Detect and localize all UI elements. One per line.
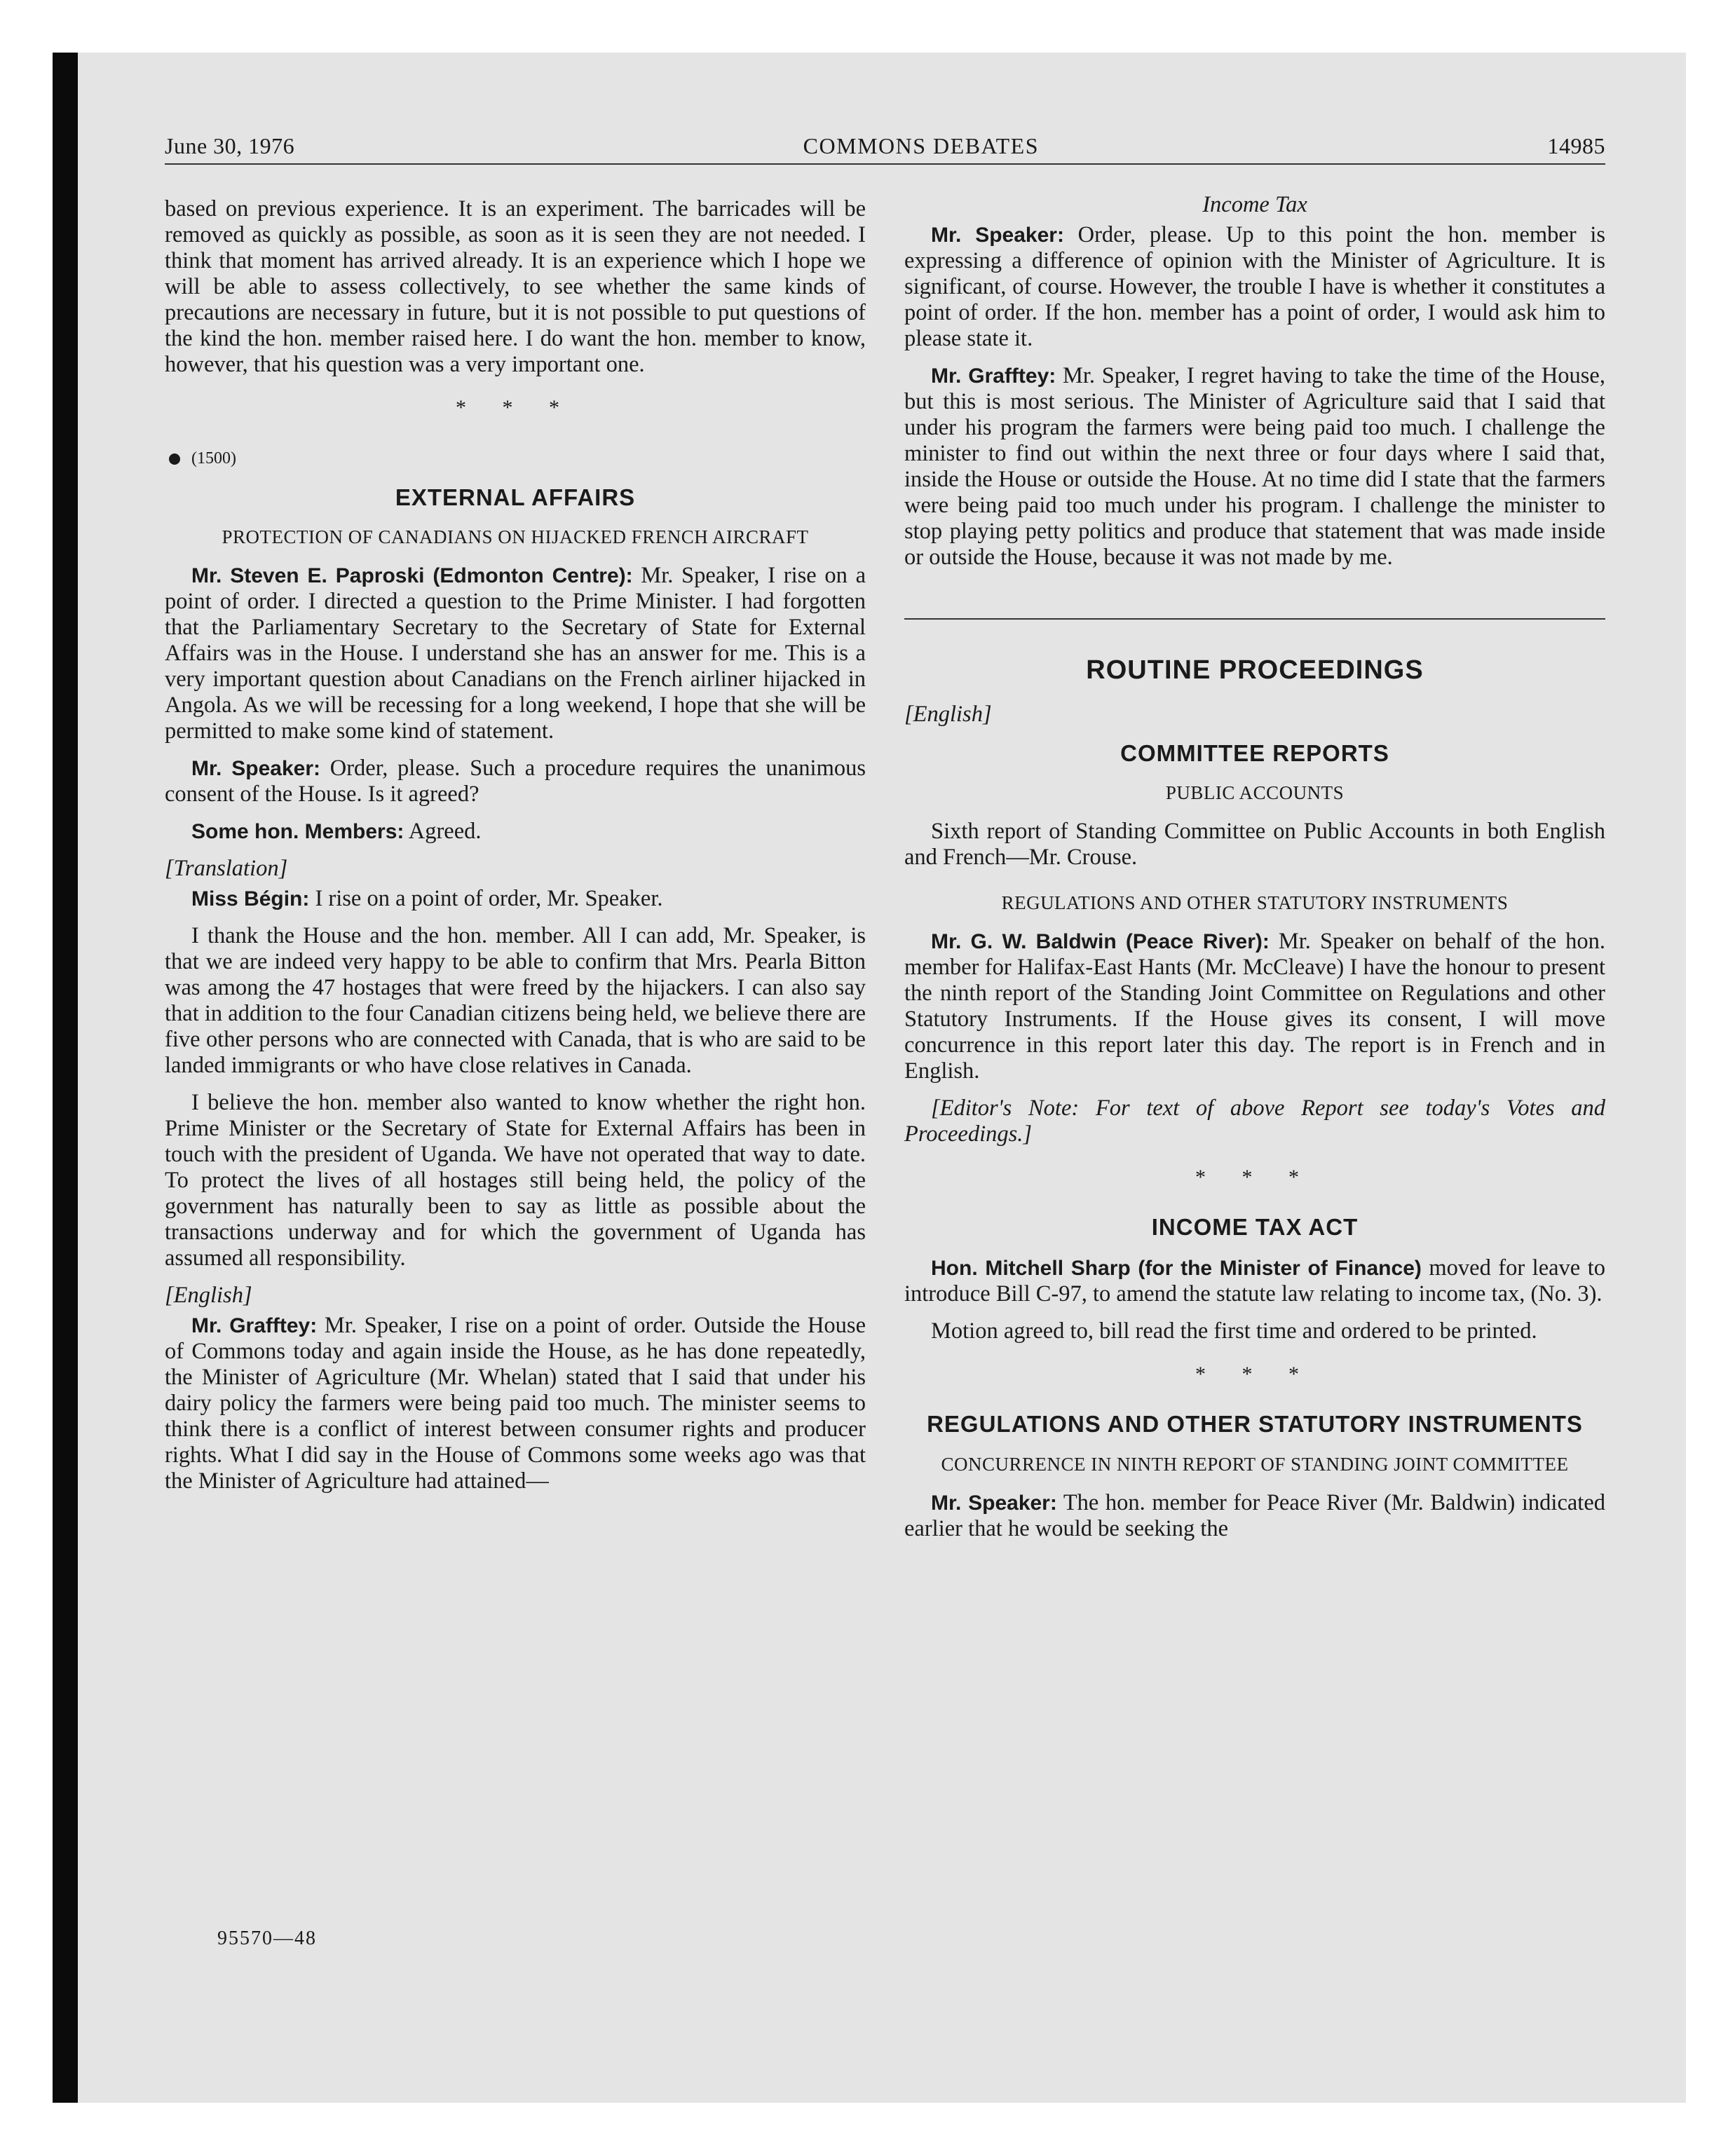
section-heading: COMMITTEE REPORTS [1120,740,1389,766]
speech [165,756,866,807]
speaker-name: Mr. Speaker: [191,757,321,780]
speech [904,363,1605,571]
header-date: June 30, 1976 [165,133,295,158]
speaker-name: Mr. Grafftey: [931,364,1056,388]
speech [904,1490,1605,1542]
paragraph: based on previous experience. It is an experiment. The barricades will be removed as quickly as possible, as soon as it is seen they are not needed. I think that moment has arrived already. It is an experience which I hope we will be able to assess collectively, to see whether the same kinds of precautions are necessary in future, but it is not possible to put questions of the kind the hon. member raised here. I do want the hon. member to know, however, that his question was a very important one. [165,196,866,377]
section-heading: INCOME TAX ACT [1151,1214,1359,1240]
section-heading: EXTERNAL AFFAIRS [395,484,636,510]
speaker-name: Mr. Speaker: [931,224,1064,247]
topic-subtitle: Income Tax [1202,192,1307,217]
section-separator: * * * [456,396,575,419]
speaker-name: Mr. G. W. Baldwin (Peace River): [931,930,1270,953]
speech-text: Mr. Speaker, I rise on a point of order. I directed a question to the Prime Minister. I had forgotten that the Parliamentary Secretary to the Secretary of State for External Affairs was in the House. I understand she has an answer for me. This is a very important question about Canadians on the French airliner hijacked in Angola. As we will be recessing for a long weekend, I hope that she will be permitted to make some kind of statement. [165,563,866,744]
speaker-name: Some hon. Members: [191,820,404,843]
header-title: COMMONS DEBATES [803,133,1039,158]
language-marker: [Translation] [165,856,288,881]
paragraph: I thank the House and the hon. member. All I can add, Mr. Speaker, is that we are indeed very happy to be able to confirm that Mrs. Pearla Bitton was among the 47 hostages that were freed by the hijackers. I can also say that in addition to the four Canadian citizens being held, we believe there are five other persons who are connected with Canada, that is who are said to be landed immigrants or who have close relatives in Canada. [165,923,866,1078]
language-marker: [English] [165,1283,252,1308]
running-header [165,133,1605,165]
speaker-name: Mr. Steven E. Paproski (Edmonton Centre): [191,564,633,587]
language-marker: [English] [904,702,992,727]
speech [165,1313,866,1494]
speech-text: Mr. Speaker, I rise on a point of order. Outside the House of Commons today and again inside the House, as he has done repeatedly, the Minister of Agriculture (Mr. Whelan) stated that I said that under his dairy policy the farmers were being paid too much. The minister seems to think there is a conflict of interest between consumer rights and producer rights. What I did say in the House of Commons some weeks ago was that the Minister of Agriculture had attained— [165,1313,866,1494]
subsection-heading: PROTECTION OF CANADIANS ON HIJACKED FRENCH AIRCRAFT [222,526,809,547]
section-heading: REGULATIONS AND OTHER STATUTORY INSTRUMENTS [927,1411,1583,1437]
speech [165,886,866,912]
speech [904,1255,1605,1307]
time-marker [165,446,866,472]
speech-text: Mr. Speaker, I regret having to take the time of the House, but this is most serious. The Minister of Agriculture said that I said that under his program the farmers were being paid too much. I challenge the minister to find out within the next three or four days where I said that, inside the House or outside the House. At no time did I state that the farmers were being paid too much under his program. I challenge the minister to stop playing petty politics and produce that statement that was made inside or outside the House, because it was not made by me. [904,363,1605,570]
bullet-icon [169,453,180,465]
left-column [165,196,866,1506]
speech [165,563,866,744]
section-heading: ROUTINE PROCEEDINGS [1086,655,1424,685]
subsection-heading: REGULATIONS AND OTHER STATUTORY INSTRUMENTS [1001,892,1509,913]
speech-text: Agreed. [404,819,482,844]
subsection-heading: PUBLIC ACCOUNTS [1165,782,1345,803]
right-column [904,192,1606,1553]
speaker-name: Miss Bégin: [191,887,310,910]
paragraph: Sixth report of Standing Committee on Public Accounts in both English and French—Mr. Crouse. [904,819,1605,870]
time-marker-text: (1500) [191,449,236,468]
paragraph: I believe the hon. member also wanted to know whether the right hon. Prime Minister or the Secretary of State for External Affairs has been in touch with the president of Uganda. We have not operated that way to date. To protect the lives of all hostages still being held, the policy of the government has naturally been to say as little as possible about the transactions underway and for which the government of Uganda has assumed all responsibility. [165,1090,866,1271]
speaker-name: Mr. Speaker: [931,1492,1057,1515]
speech-text: Order, please. Up to this point the hon. member is expressing a difference of opinion with the Minister of Agriculture. It is significant, of course. However, the trouble I have is whether it constitutes a point of order. If the hon. member has a point of order, I would ask him to please state it. [904,222,1605,351]
section-separator: * * * [1195,1363,1314,1386]
speech [904,222,1605,352]
speech-text: Mr. Speaker on behalf of the hon. member for Halifax-East Hants (Mr. McCleave) I have the honour to present the ninth report of the Standing Joint Committee on Regulations and other Statutory Instruments. If the House gives its consent, I will move concurrence in this report later this day. The report is in French and in English. [904,929,1606,1084]
binding-edge [53,53,78,2103]
speech [904,929,1605,1084]
subsection-heading: CONCURRENCE IN NINTH REPORT OF STANDING JOINT COMMITTEE [941,1454,1569,1475]
page-number: 14985 [1547,133,1605,158]
print-code: 95570—48 [217,1928,317,1949]
paragraph: Motion agreed to, bill read the first time and ordered to be printed. [931,1318,1537,1344]
speech-text: I rise on a point of order, Mr. Speaker. [309,886,663,911]
speech-text: The hon. member for Peace River (Mr. Baldwin) indicated earlier that he would be seeking the [904,1490,1605,1541]
speech [165,819,866,845]
speaker-name: Mr. Grafftey: [191,1314,318,1337]
speech-text: moved for leave to introduce Bill C-97, to amend the statute law relating to income tax, (No. 3). [904,1255,1605,1306]
speaker-name: Hon. Mitchell Sharp (for the Minister of Finance) [931,1257,1422,1280]
section-separator: * * * [1195,1166,1314,1189]
speech-text: Order, please. Such a procedure requires the unanimous consent of the House. Is it agreed? [165,756,866,807]
divider [904,618,1605,620]
editor-note: [Editor's Note: For text of above Report see today's Votes and Proceedings.] [904,1096,1605,1147]
